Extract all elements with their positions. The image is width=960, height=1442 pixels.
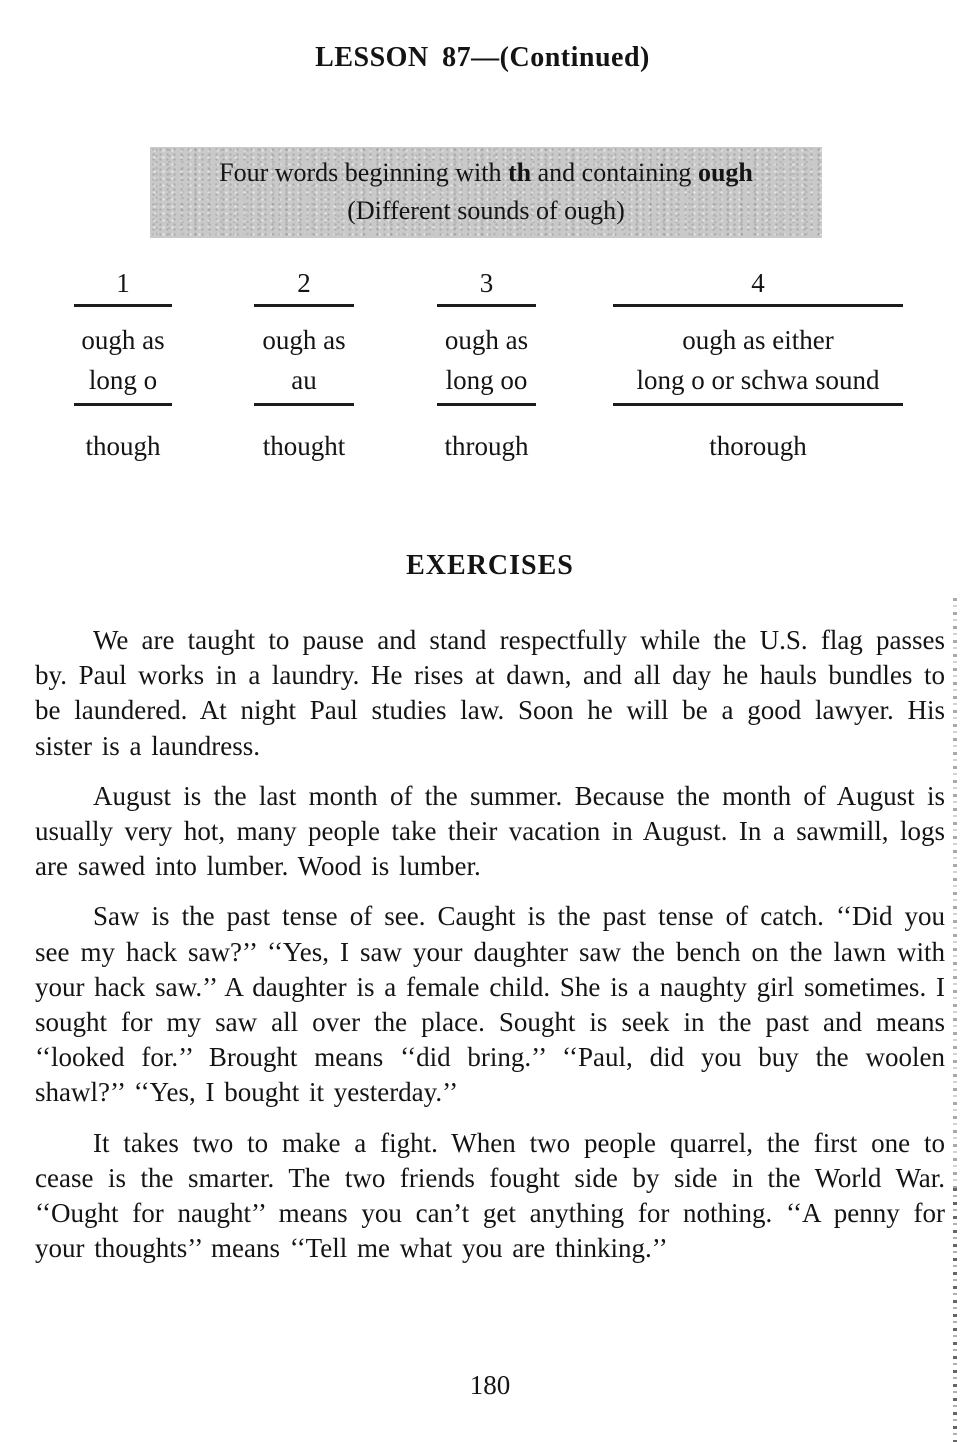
column-number: 3 [479,268,494,298]
column-number-underline [254,304,354,307]
column-description-line1: ough as either [682,325,834,355]
sound-column-2 [254,267,354,462]
column-number: 2 [297,268,311,298]
sound-column-4 [613,267,903,462]
scan-binding-edge-lower [953,1188,957,1442]
column-description-line1: ough as [444,325,529,355]
exercises-heading: EXERCISES [406,550,574,581]
column-description-underline [74,403,172,406]
heading-line1-prefix: Four words beginning with [219,158,509,187]
column-description-line2: long o [88,365,158,395]
column-description-underline [613,403,903,406]
paragraph-4: It takes two to make a fight. When two people quarrel, the first one to cease is the smarter. The two friends fought side by side in the World War. ‘‘Ought for naught’’ means you can’t get anything for nothing. ‘‘A penny for your thoughts’’ means ‘‘Tell me what you are thinking.’’ [35,1127,945,1264]
sound-column-1 [74,267,172,462]
column-description-underline [254,403,354,406]
column-example-word: through [444,431,529,461]
column-description-line2: long o or schwa sound [636,365,880,395]
page-title: LESSON 87—(Continued) [315,42,650,73]
heading-line1-middle: and containing [531,158,698,187]
heading-line1-bold-th: th [508,158,532,187]
column-number-underline [74,304,172,307]
page-number: 180 [469,1370,511,1400]
textbook-page [0,42,960,1442]
paragraph-1: We are taught to pause and stand respectfully while the U.S. flag passes by. Paul works in a laundry. He rises at dawn, and all day he hauls bundles to be laundered. At night Paul studies law. Soon he will be a good lawyer. His sister is a laundress. [35,625,945,761]
column-description-line2: au [291,365,317,395]
column-description-line2: long oo [445,365,528,395]
column-description [437,320,536,400]
scan-binding-edge-upper [953,598,957,1188]
column-description [613,320,903,400]
paragraph-2: August is the last month of the summer. Because the month of August is usually very hot, many people take their vacation in August. In a sawmill, logs are sawed into lumber. Wood is lumber. [35,780,945,882]
column-number: 1 [116,268,130,298]
heading-line-1 [150,154,822,192]
column-description-underline [437,403,536,406]
column-description [254,320,354,400]
ough-sounds-table [0,267,960,477]
exercises-body [35,623,945,1281]
column-number-underline [437,304,536,307]
column-example-word: thought [262,431,346,461]
sound-column-3 [437,267,536,462]
column-example-word: thorough [709,431,807,461]
heading-line-2: (Different sounds of ough) [347,196,625,225]
heading-line1-bold-ough: ough [697,158,753,187]
highlighted-heading-box [150,147,822,238]
column-example-word: though [85,431,161,461]
column-description [74,320,172,400]
column-number: 4 [751,268,765,298]
column-description-line1: ough as [81,325,165,355]
paragraph-3: Saw is the past tense of see. Caught is the past tense of catch. ‘‘Did you see my hack saw?’’ ‘‘Yes, I saw your daughter saw the bench on the lawn with your hack saw.’’ A daughter is a female child. She is a naughty girl sometimes. I sought for my saw all over the place. Sought is seek in the past and means ‘‘looked for.’’ Brought means ‘‘did bring.’’ ‘‘Paul, did you buy the woolen shawl?’’ ‘‘Yes, I bought it yesterday.’’ [35,901,945,1108]
column-description-line1: ough as [262,325,346,355]
column-number-underline [613,304,903,307]
